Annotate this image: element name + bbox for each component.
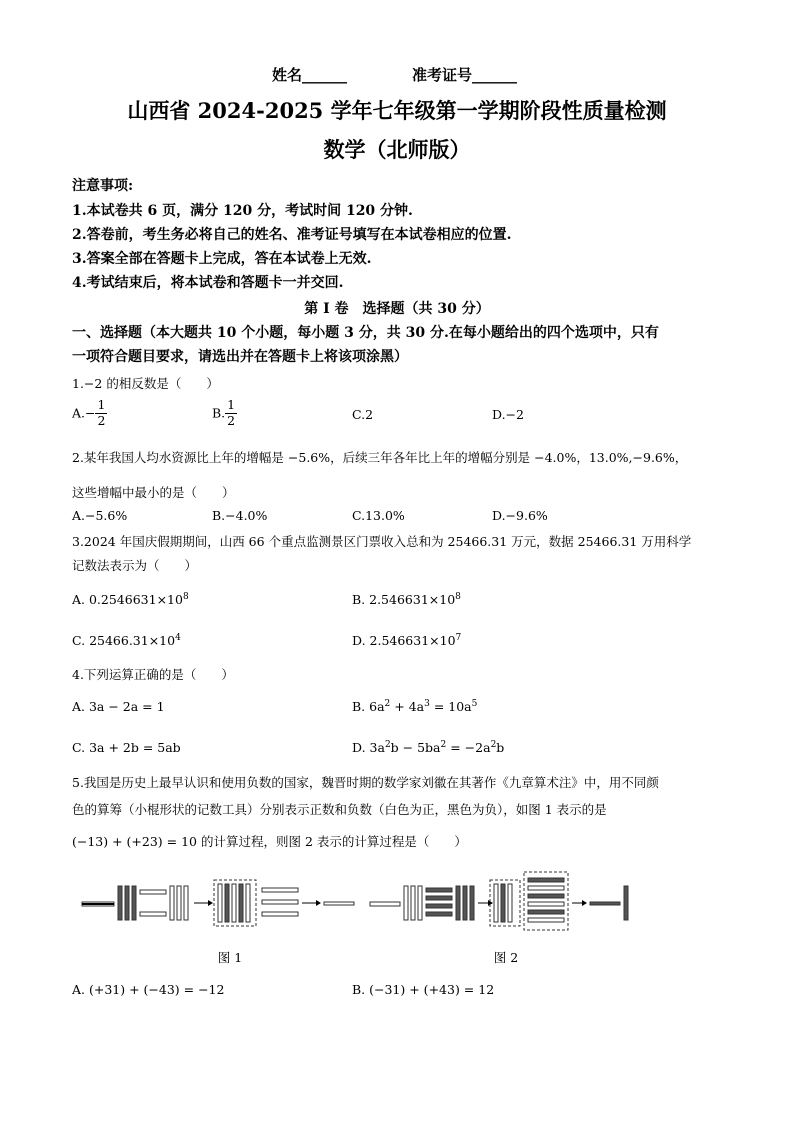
q2-option-c: C.13.0% xyxy=(352,508,405,523)
section-title: 第 I 卷 选择题（共 30 分） xyxy=(304,301,490,317)
q1-option-a: A.− $\frac{1}{2}$ xyxy=(72,397,106,428)
section-instruction: 一项符合题目要求，请选出并在答题卡上将该项涂黑） xyxy=(72,349,408,365)
note-item: 4.考试结束后，将本试卷和答题卡一并交回. xyxy=(72,275,344,291)
q4-option-c: C. 3a + 2b = 5ab xyxy=(72,740,181,755)
section-instruction: 一、选择题（本大题共 10 个小题，每小题 3 分，共 30 分.在每小题给出的四个选项中，只有 xyxy=(72,325,659,341)
q3-option-d: D. $2.546631\times 10^7$ xyxy=(352,633,462,649)
q1-option-d: D.−2 xyxy=(492,407,524,422)
q1-option-c: C.2 xyxy=(352,407,374,422)
question-4-stem: 4.下列运算正确的是（ ） xyxy=(72,667,234,682)
q4-option-d: D. $3a^2b - 5ba^2 = -2a^2b$ xyxy=(352,740,505,756)
question-5-stem: 色的算筹（小棍形状的记数工具）分别表示正数和负数（白色为正，黑色为负），如图 1 表示的是 xyxy=(72,802,607,817)
counting-rods-figure-2 xyxy=(368,866,648,936)
question-3-stem: 记数法表示为（ ） xyxy=(72,558,198,573)
q2-option-b: B.−4.0% xyxy=(212,508,268,523)
question-2-stem: 2.某年我国人均水资源比上年的增幅是 −5.6%，后续三年各年比上年的增幅分别是 −4.0%，13.0%,−9.6%， xyxy=(72,450,688,465)
question-5-stem: 5.我国是历史上最早认识和使用负数的国家，魏晋时期的数学家刘徽在其著作《九章算术注》中，用不同颜 xyxy=(72,775,659,790)
q1-option-b: B. $\frac{1}{2}$ xyxy=(212,397,236,428)
notes-heading: 注意事项: xyxy=(72,178,134,194)
figure-1-caption: 图 1 xyxy=(217,950,243,965)
note-item: 2.答卷前，考生务必将自己的姓名、准考证号填写在本试卷相应的位置. xyxy=(72,227,512,243)
counting-rods-figure-1 xyxy=(80,872,360,932)
q5-option-b: B. (−31) + (+43) = 12 xyxy=(352,982,495,997)
question-2-stem: 这些增幅中最小的是（ ） xyxy=(72,485,235,500)
q4-option-b: B. $6a^2 + 4a^3 = 10a^5$ xyxy=(352,699,478,715)
note-item: 3.答案全部在答题卡上完成，答在本试卷上无效. xyxy=(72,251,372,267)
q3-option-c: C. $25466.31\times 10^4$ xyxy=(72,633,181,649)
q2-option-d: D.−9.6% xyxy=(492,508,548,523)
question-1-stem: 1.−2 的相反数是（ ） xyxy=(72,376,219,391)
q3-option-b: B. $2.546631\times 10^8$ xyxy=(352,592,461,608)
page-title: 山西省 2024-2025 学年七年级第一学期阶段性质量检测 xyxy=(127,98,667,123)
q5-option-a: A. (+31) + (−43) = −12 xyxy=(72,982,225,997)
q2-option-a: A.−5.6% xyxy=(72,508,128,523)
question-5-stem: (−13) + (+23) = 10 的计算过程，则图 2 表示的计算过程是（ ） xyxy=(72,834,467,849)
exam-number-field-label: 准考证号______ xyxy=(412,66,518,84)
question-3-stem: 3.2024 年国庆假期期间，山西 66 个重点监测景区门票收入总和为 25466.31 万元，数据 25466.31 万用科学 xyxy=(72,534,692,549)
q4-option-a: A. 3a − 2a = 1 xyxy=(72,699,165,714)
name-field-label: 姓名______ xyxy=(272,66,348,84)
page-subtitle: 数学（北师版） xyxy=(323,137,471,162)
figure-2-caption: 图 2 xyxy=(493,950,519,965)
q3-option-a: A. $0.2546631\times 10^8$ xyxy=(72,592,189,608)
note-item: 1.本试卷共 6 页，满分 120 分，考试时间 120 分钟. xyxy=(72,203,413,219)
